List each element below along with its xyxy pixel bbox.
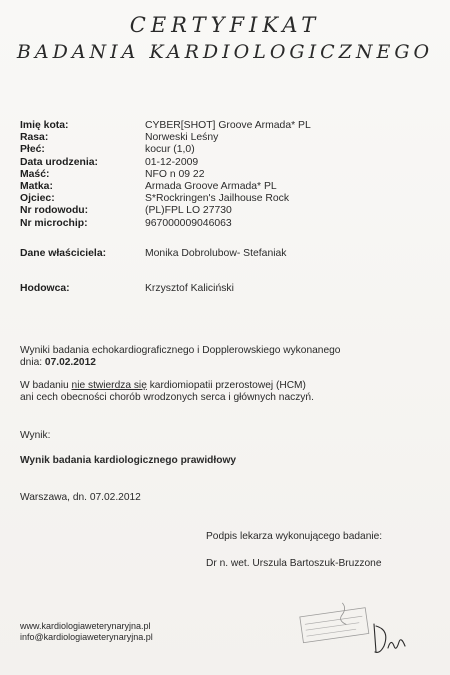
info-label: Nr rodowodu:	[20, 205, 89, 217]
cat-info-table	[20, 120, 311, 230]
certificate-title: CERTYFIKAT	[129, 13, 321, 37]
info-value: kocur (1,0)	[145, 144, 195, 156]
owner-row	[20, 248, 287, 259]
finding-line-1	[20, 380, 420, 392]
info-row-microchip	[20, 218, 311, 230]
finding-prefix: W badaniu	[20, 380, 72, 391]
info-row-mother	[20, 181, 311, 193]
exam-paragraph	[20, 345, 420, 370]
info-row-sex	[20, 144, 311, 156]
owner-label: Dane właściciela:	[20, 248, 107, 259]
website-link[interactable]: www.kardiologiaweterynaryjna.pl	[20, 621, 151, 631]
finding-paragraph	[20, 380, 420, 405]
info-row-father	[20, 193, 311, 205]
exam-date: 07.02.2012	[44, 357, 96, 369]
info-label: Imię kota:	[20, 120, 69, 131]
info-value: 01-12-2009	[145, 156, 199, 168]
info-value: Armada Groove Armada* PL	[145, 181, 277, 193]
info-label: Matka:	[20, 181, 53, 193]
exam-date-line	[20, 357, 420, 369]
owner-value: Monika Dobrolubow- Stefaniak	[145, 248, 287, 259]
info-label: Maść:	[20, 168, 50, 180]
info-value: Norweski Leśny	[145, 132, 219, 144]
doctor-signature	[368, 618, 418, 658]
result-label: Wynik:	[20, 430, 51, 441]
result-value: Wynik badania kardiologicznego prawidłowy	[20, 455, 237, 466]
info-label: Data urodzenia:	[20, 156, 98, 168]
exam-text: Wyniki badania echokardiograficznego i Dopplerowskiego wykonanego	[20, 345, 341, 356]
finding-line-2: ani cech obecności chorób wrodzonych serca i głównych naczyń.	[20, 392, 314, 404]
info-label: Rasa:	[20, 132, 49, 144]
signature-caption: Podpis lekarza wykonującego badanie:	[206, 531, 383, 542]
info-value: CYBER[SHOT] Groove Armada* PL	[145, 120, 311, 131]
info-row-breed	[20, 132, 311, 144]
info-label: Ojciec:	[20, 193, 55, 205]
info-row-pedigree	[20, 205, 311, 217]
info-value: NFO n 09 22	[145, 168, 205, 180]
certificate-subtitle: BADANIA KARDIOLOGICZNEGO	[16, 41, 434, 63]
place-date: Warszawa, dn. 07.02.2012	[20, 492, 141, 503]
info-row-birthdate	[20, 157, 311, 169]
doctor-name: Dr n. wet. Urszula Bartoszuk-Bruzzone	[206, 558, 382, 569]
exam-date-prefix: dnia:	[20, 357, 45, 369]
finding-rest: kardiomiopatii przerostowej (HCM)	[146, 380, 306, 391]
info-row-color	[20, 169, 311, 181]
breeder-value: Krzysztof Kaliciński	[145, 283, 234, 294]
info-value: S*Rockringen's Jailhouse Rock	[145, 193, 290, 205]
info-value: (PL)FPL LO 27730	[145, 205, 232, 217]
info-label: Nr microchip:	[20, 217, 88, 229]
info-row-name	[20, 120, 311, 132]
email-link[interactable]: info@kardiologiaweterynaryjna.pl	[20, 632, 153, 642]
info-value: 967000009046063	[145, 217, 232, 229]
breeder-label: Hodowca:	[20, 283, 70, 294]
info-label: Płeć:	[20, 144, 45, 156]
finding-negation: nie stwierdza się	[71, 380, 147, 391]
breeder-row	[20, 283, 234, 294]
footer-contact	[20, 621, 153, 643]
doctor-stamp	[296, 600, 376, 660]
